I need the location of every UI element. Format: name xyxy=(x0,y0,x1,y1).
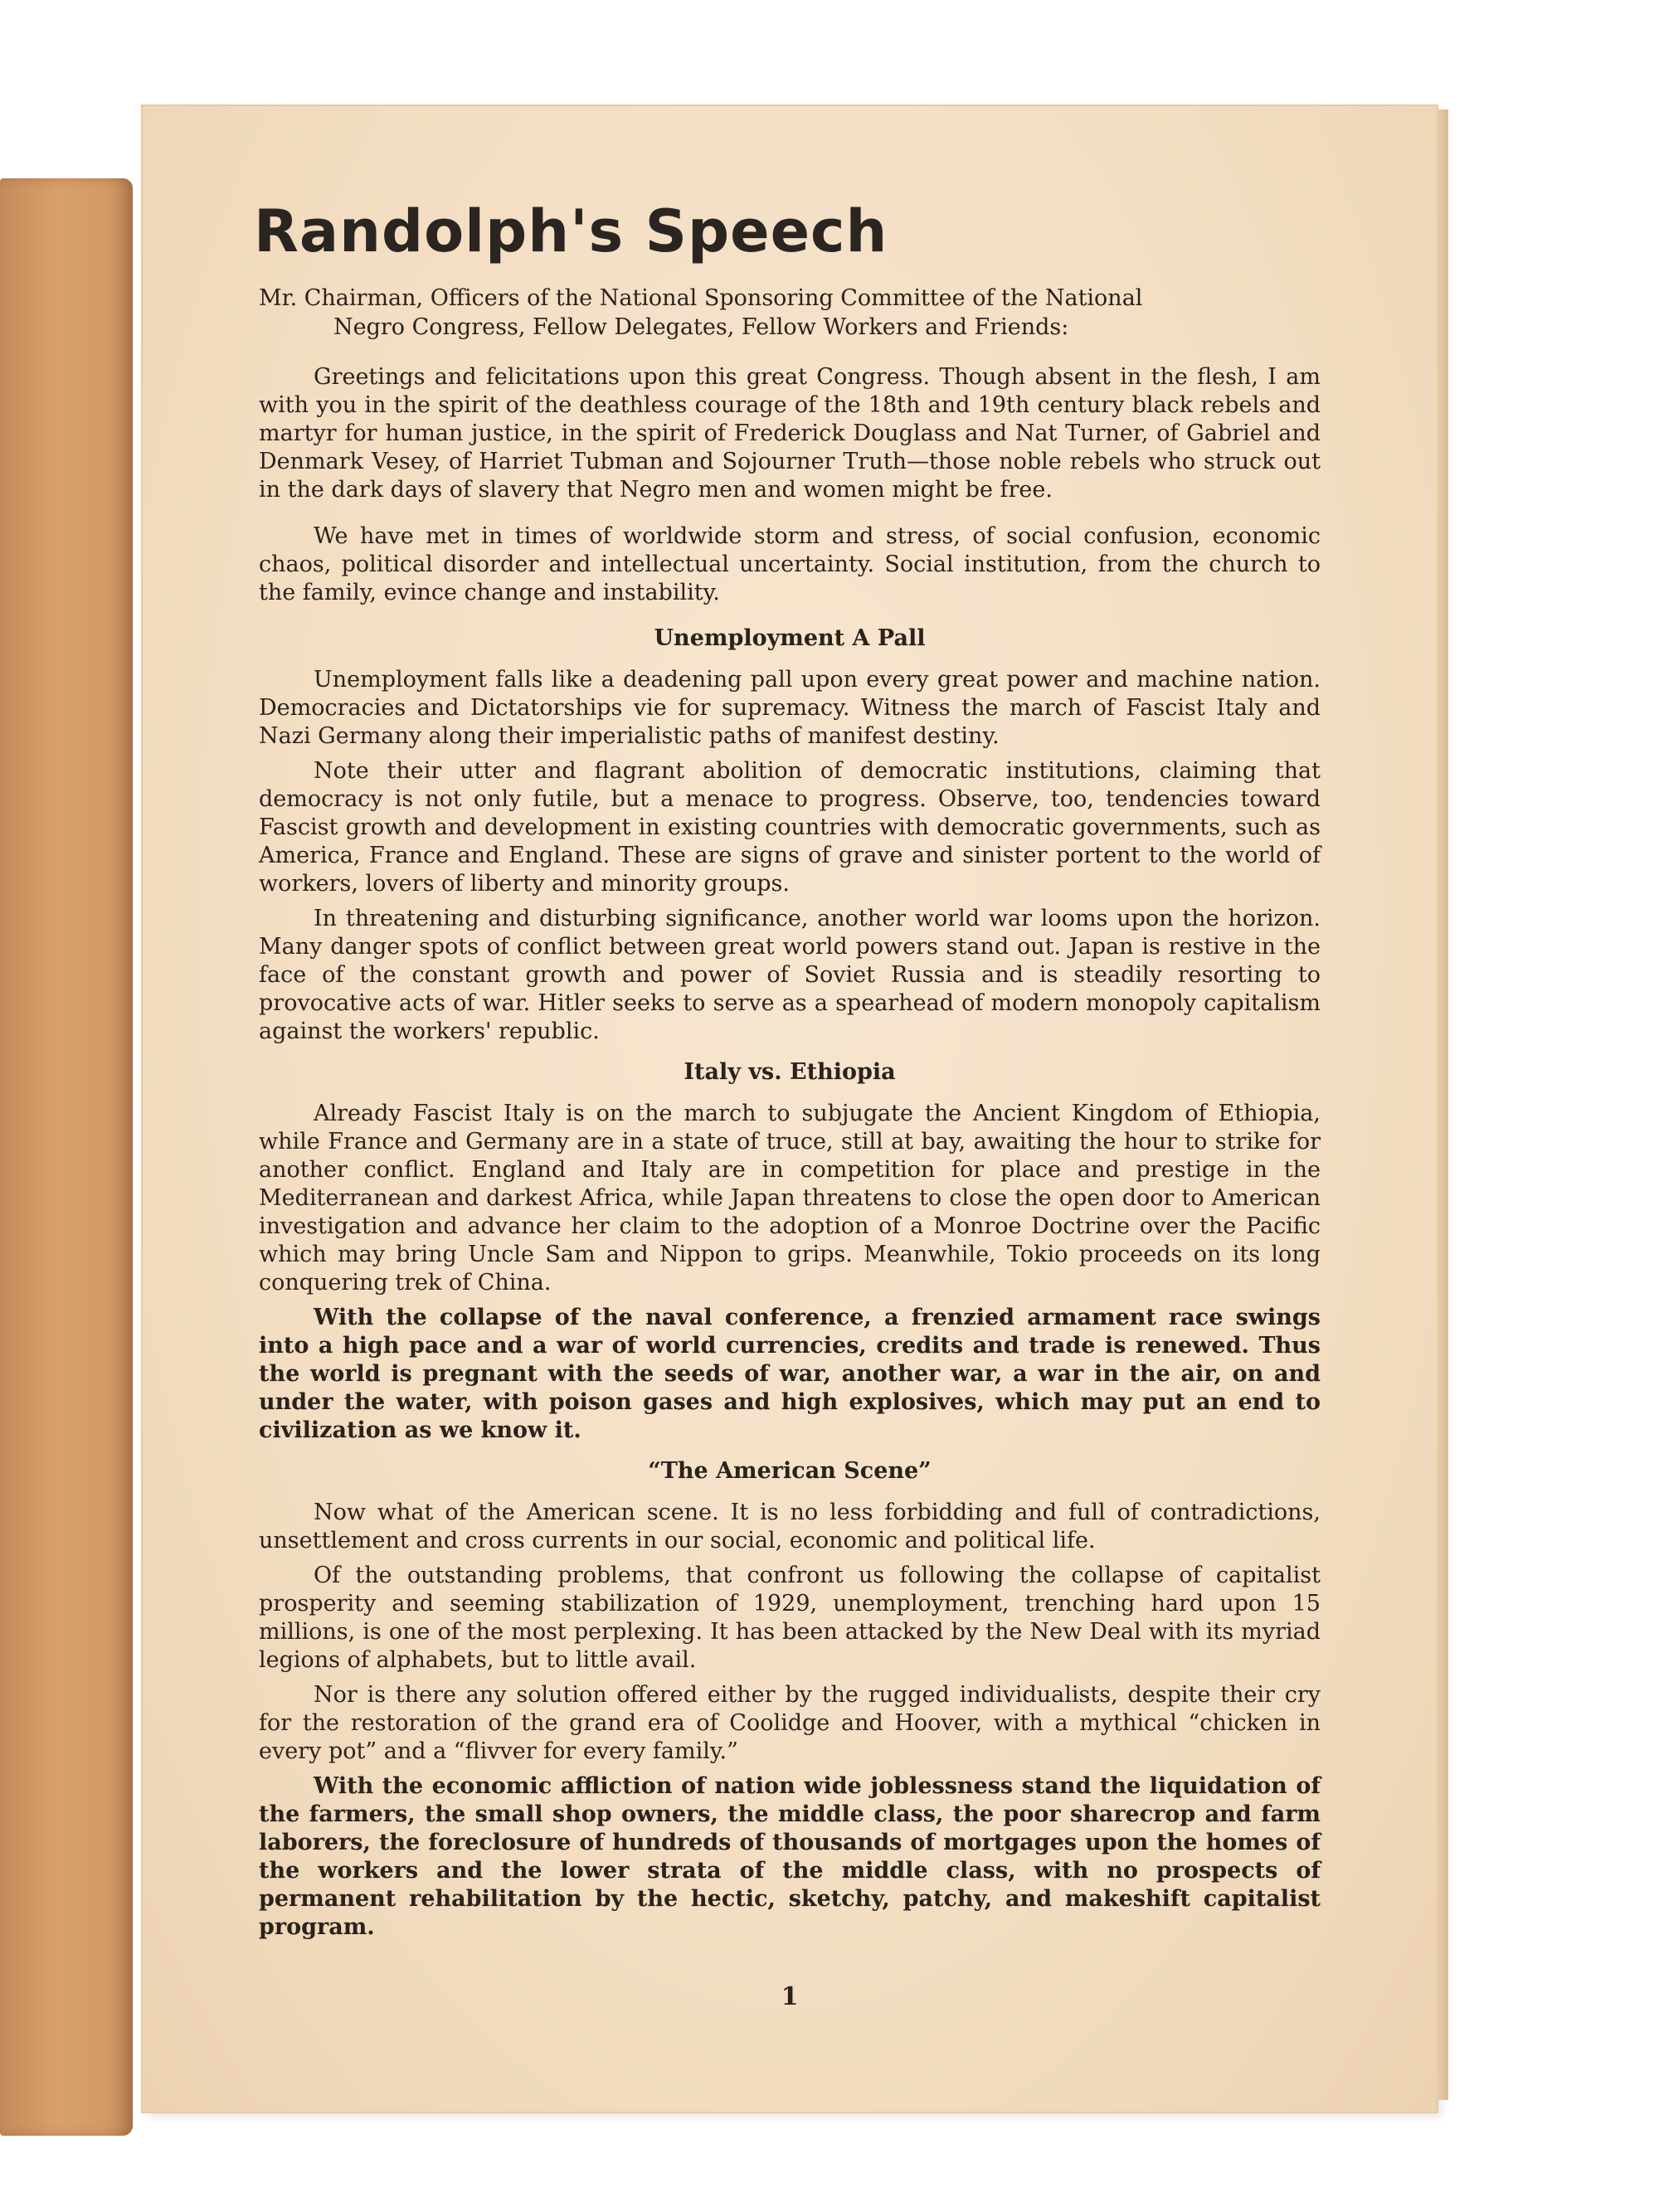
intro-paragraph: We have met in times of worldwide storm and stress, of social confusion, economic chaos, political disorder and intellectual uncertainty. Social institution, from the church to the family, evince change and instability. xyxy=(259,523,1321,605)
body-paragraph: With the collapse of the naval conference, a frenzied armament race swings into a high pace and a war of world currencies, credits and trade is renewed. Thus the world is pregnant with the seeds of war, another war, a war in the air, on and under the water, with poison gases and high explosives, which may put an end to civilization as we know it. xyxy=(259,1305,1321,1443)
salutation xyxy=(259,284,1321,342)
section-heading: “The American Scene” xyxy=(648,1458,932,1484)
body-paragraph: With the economic affliction of nation wide joblessness stand the liquidation of the farmers, the small shop owners, the middle class, the poor sharecrop and farm laborers, the foreclosure of hundreds of thousands of mortgages upon the homes of the workers and the lower strata of the middle class, with no prospects of permanent rehabilitation by the hectic, sketchy, patchy, and makeshift capitalist program. xyxy=(259,1773,1321,1940)
body-paragraph: Nor is there any solution offered either by the rugged individualists, despite their cry for the restoration of the grand era of Coolidge and Hoover, with a mythical “chicken in every pot” and a “flivver for every family.” xyxy=(259,1682,1321,1764)
page-title: Randolph's Speech xyxy=(254,197,888,265)
intro-paragraph: Greetings and felicitations upon this great Congress. Though absent in the flesh, I am with you in the spirit of the deathless courage of the 18th and 19th century black rebels and martyr for human justice, in the spirit of Frederick Douglass and Nat Turner, of Gabriel and Denmark Vesey, of Harriet Tubman and Sojourner Truth—those noble rebels who struck out in the dark days of slavery that Negro men and women might be free. xyxy=(259,364,1321,503)
body-paragraph: In threatening and disturbing significance, another world war looms upon the horizon. Many danger spots of conflict between great world powers stand out. Japan is restive in the face of the constant growth and power of Soviet Russia and is steadily resorting to provocative acts of war. Hitler seeks to serve as a spearhead of modern monopoly capitalism against the workers' republic. xyxy=(259,906,1321,1044)
salutation-line-1: Mr. Chairman, Officers of the National Sponsoring Committee of the National xyxy=(259,285,1143,311)
body-paragraph: Of the outstanding problems, that confront us following the collapse of capitalist prosperity and seeming stabilization of 1929, unemployment, trenching hard upon 15 millions, is one of the most perplexing. It has been attacked by the New Deal with its myriad legions of alphabets, but to little avail. xyxy=(259,1563,1321,1673)
page-number: 1 xyxy=(781,1982,799,2011)
adjacent-page-edge xyxy=(0,178,133,2136)
section-heading: Unemployment A Pall xyxy=(654,625,926,651)
salutation-line-2: Negro Congress, Fellow Delegates, Fellow Workers and Friends: xyxy=(333,314,1069,340)
body-paragraph: Note their utter and flagrant abolition of democratic institutions, claiming that democracy is not only futile, but a menace to progress. Observe, too, tendencies toward Fascist growth and development in existing countries with democratic governments, such as America, France and England. These are signs of grave and sinister portent to the world of workers, lovers of liberty and minority groups. xyxy=(259,758,1321,897)
body-paragraph: Unemployment falls like a deadening pall upon every great power and machine nation. Democracies and Dictatorships vie for supremacy. Witness the march of Fascist Italy and Nazi Germany along their imperialistic paths of manifest destiny. xyxy=(259,667,1321,749)
body-paragraph: Now what of the American scene. It is no less forbidding and full of contradictions, unsettlement and cross currents in our social, economic and political life. xyxy=(259,1500,1321,1553)
body-paragraph: Already Fascist Italy is on the march to subjugate the Ancient Kingdom of Ethiopia, while France and Germany are in a state of truce, still at bay, awaiting the hour to strike for another conflict. England and Italy are in competition for place and prestige in the Mediterranean and darkest Africa, while Japan threatens to close the open door to American investigation and advance her claim to the adoption of a Monroe Doctrine over the Pacific which may bring Uncle Sam and Nippon to grips. Meanwhile, Tokio proceeds on its long conquering trek of China. xyxy=(259,1101,1321,1296)
page-content xyxy=(254,197,1321,1948)
section-heading: Italy vs. Ethiopia xyxy=(684,1059,896,1085)
document-page xyxy=(143,106,1437,2112)
